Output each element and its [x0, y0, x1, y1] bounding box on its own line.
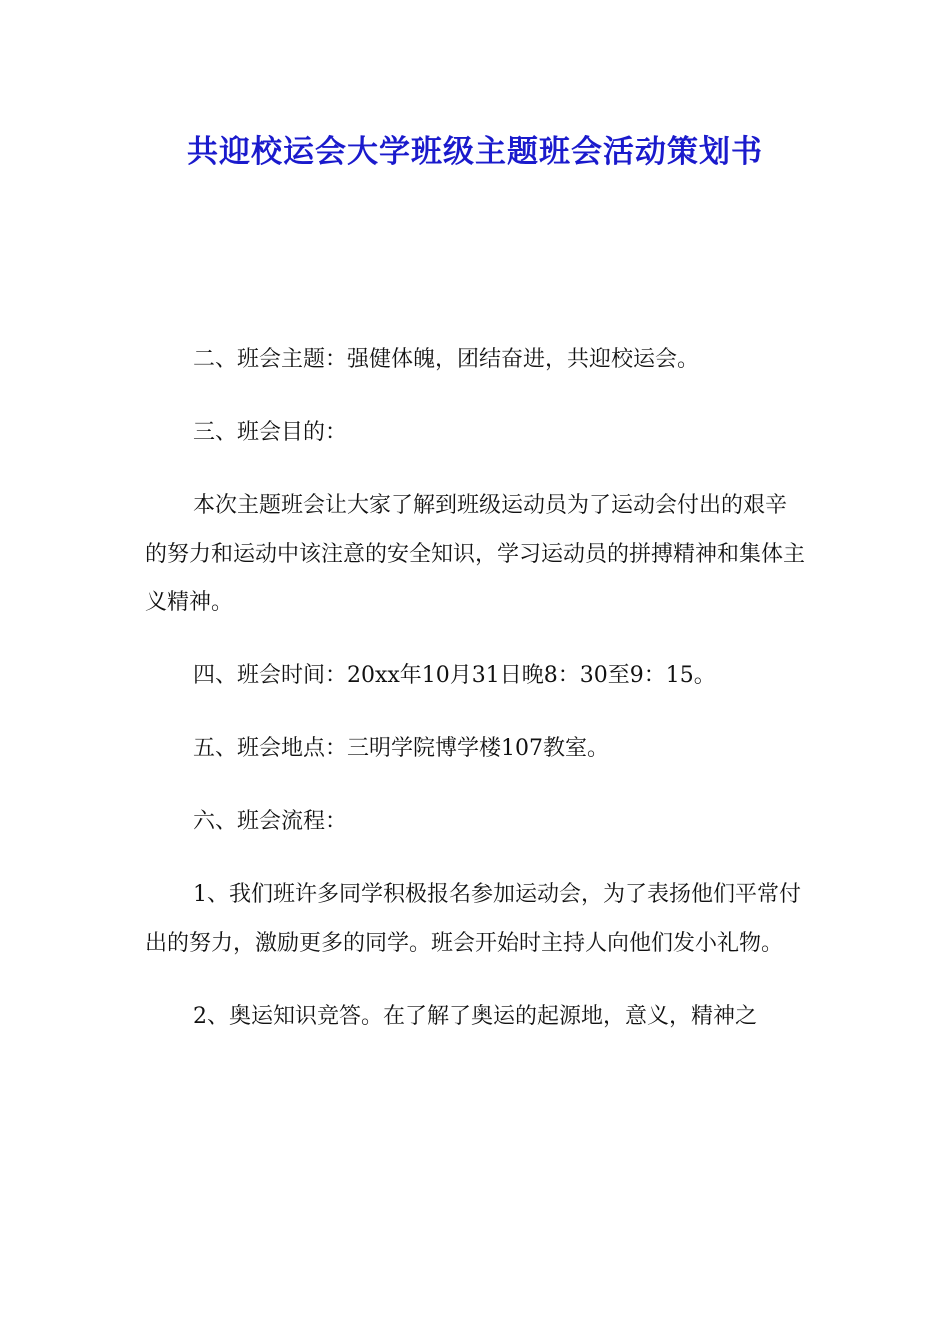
paragraph-process-heading: 六、班会流程： — [193, 809, 348, 834]
document-title: 共迎校运会大学班级主题班会活动策划书 — [187, 134, 763, 170]
paragraph-purpose: 本次主题班会让大家了解到班级运动员为了运动会付出的艰辛的努力和运动中该注意的安全知识，学习运动员的拼搏精神和集体主义精神。 — [145, 493, 806, 615]
paragraph-process-step-1: 1、我们班许多同学积极报名参加运动会，为了表扬他们平常付出的努力，激励更多的同学。班会开始时主持人向他们发小礼物。 — [145, 882, 801, 956]
paragraph-location: 五、班会地点：三明学院博学楼107教室。 — [193, 736, 609, 761]
paragraph-process-step-2: 2、奥运知识竞答。在了解了奥运的起源地，意义，精神之 — [193, 1003, 757, 1029]
document-body — [145, 336, 807, 1041]
paragraph-purpose-heading: 三、班会目的： — [193, 420, 348, 445]
paragraph-time: 四、班会时间：20xx年10月31日晚8：30至9：15。 — [193, 663, 716, 688]
paragraph-theme: 二、班会主题：强健体魄，团结奋进，共迎校运会。 — [193, 347, 700, 372]
